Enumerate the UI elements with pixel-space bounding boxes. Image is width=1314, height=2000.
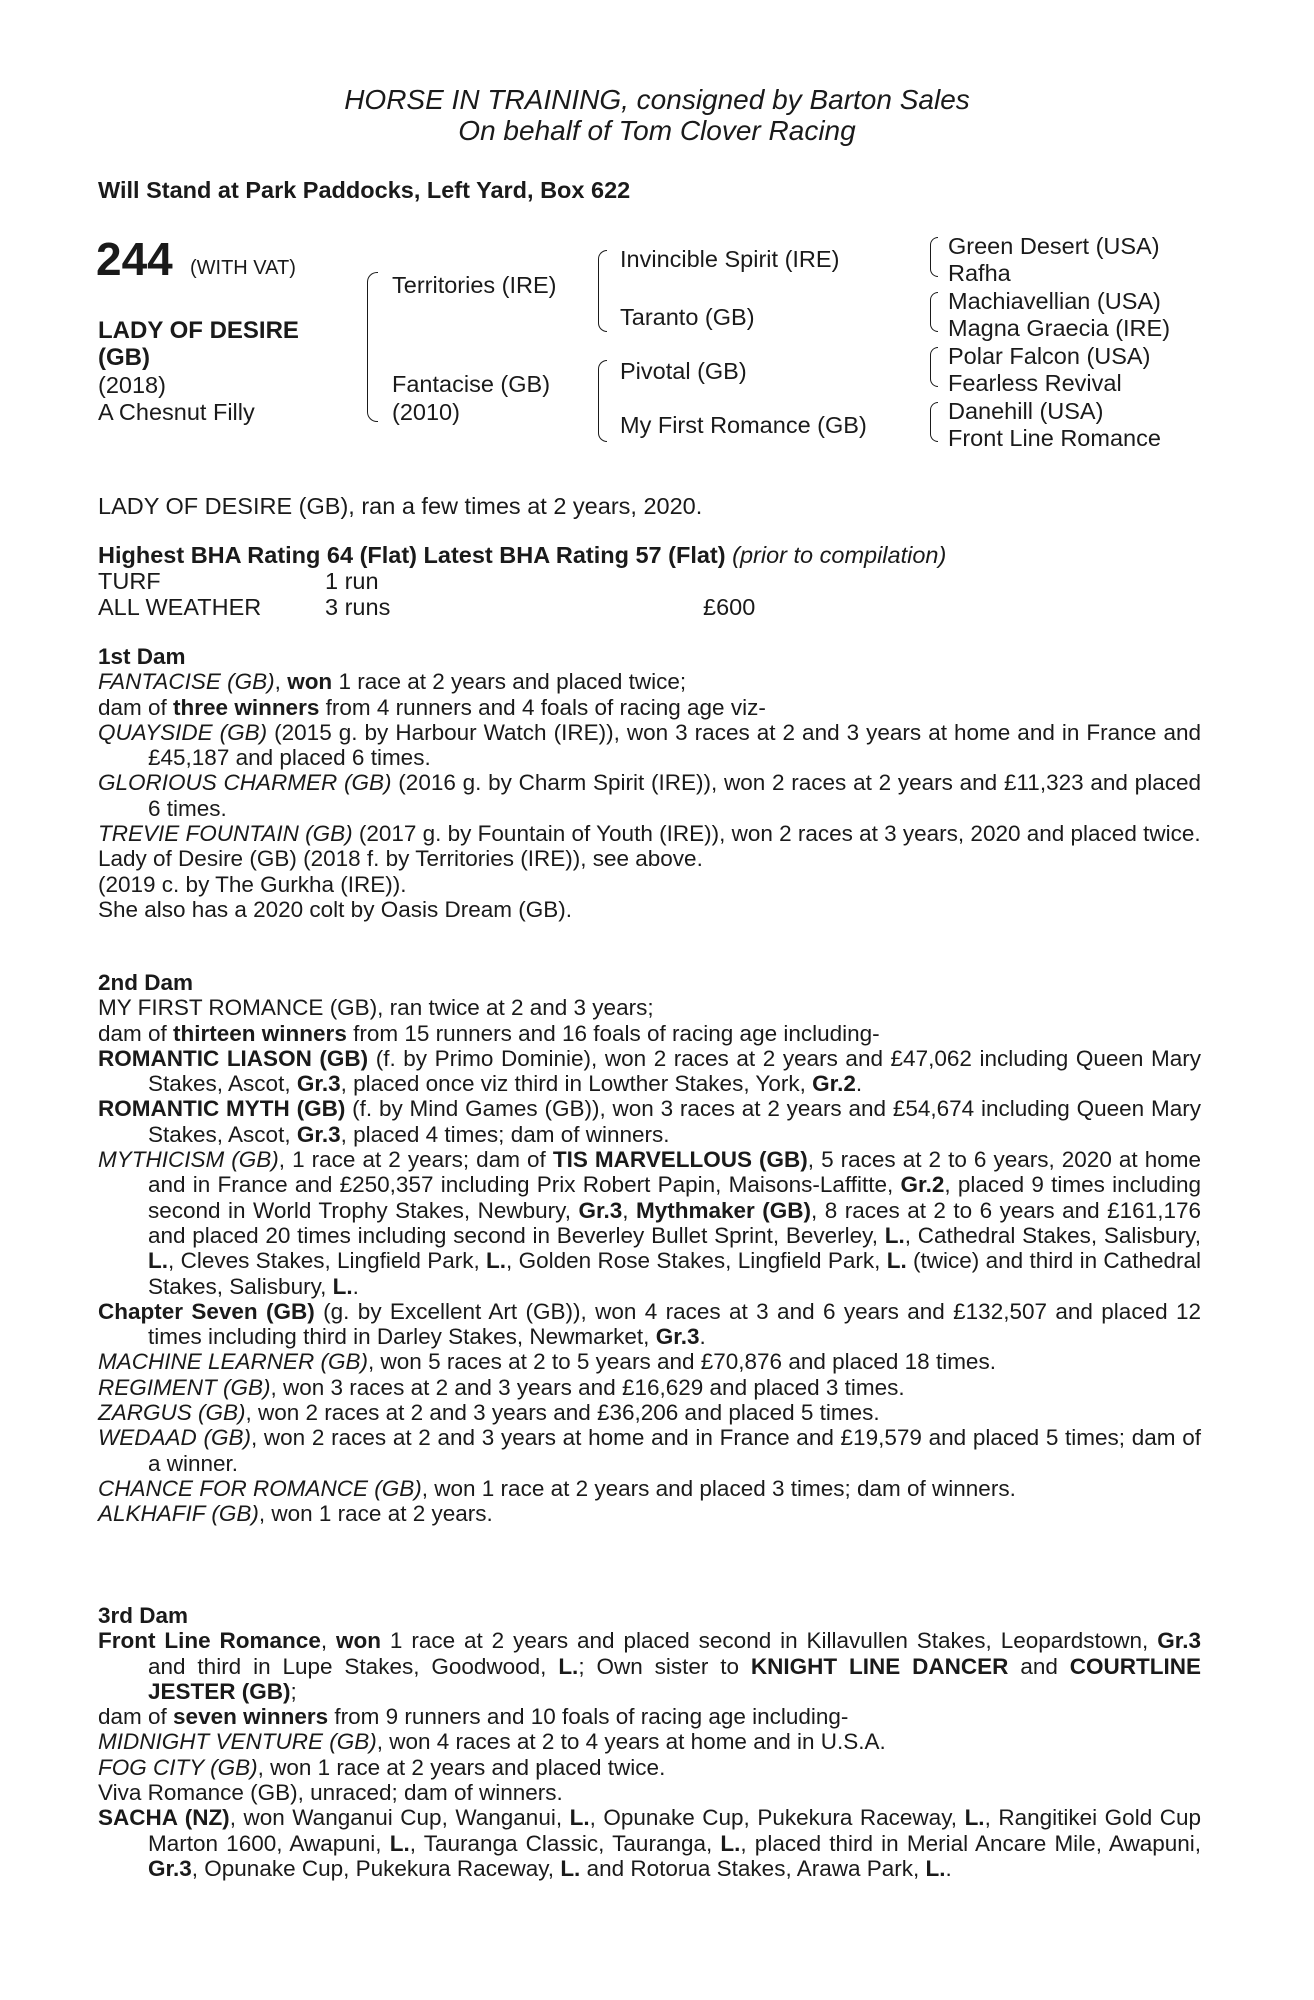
pedigree-ggd-2: Magna Graecia (IRE): [948, 315, 1171, 341]
won-label: won: [287, 669, 333, 695]
produce-entry: [98, 1476, 1201, 1501]
pedigree-brace-sire: [598, 250, 607, 332]
produce-record: , won 1 race at 2 years.: [258, 1501, 493, 1527]
produce-entry: (2019 c. by The Gurkha (IRE)).: [98, 871, 407, 897]
text: (twice) and third in Cathedral Stakes, Salisbury,: [148, 1248, 1201, 1299]
text: dam of: [98, 1020, 174, 1046]
turf-runs: 1 run: [325, 568, 379, 594]
all-weather-runs: 3 runs: [325, 594, 391, 620]
produce-name: WEDAAD (GB): [98, 1425, 251, 1451]
produce-entry: Viva Romance (GB), unraced; dam of winners.: [98, 1780, 563, 1806]
text: .: [945, 1855, 952, 1881]
first-dam-section: [98, 644, 1201, 922]
produce-name: REGIMENT (GB): [98, 1374, 271, 1400]
first-dam-produce-summary: [98, 695, 1201, 720]
listed: L.: [486, 1248, 507, 1274]
text: , 5 races at 2 to 6 years, 2020 at home and in France and £250,357 including Prix Robert Papin, Maisons-Laffitte,: [148, 1147, 1201, 1198]
text: .: [855, 1071, 863, 1097]
text: , 1 race at 2 years; dam of: [278, 1147, 553, 1173]
grade: Gr.3: [1157, 1628, 1201, 1654]
text: , Tauranga Classic, Tauranga,: [409, 1830, 721, 1856]
text: ; Own sister to: [578, 1653, 751, 1679]
produce-name: Chapter Seven (GB): [98, 1298, 315, 1324]
pedigree-ggd-3: Fearless Revival: [948, 370, 1122, 396]
text: and third in Lupe Stakes, Goodwood,: [148, 1653, 559, 1679]
listed: L.: [148, 1248, 168, 1274]
bha-ratings: [98, 542, 946, 569]
produce-entry: [98, 1046, 1201, 1097]
produce-entry: [98, 1096, 1201, 1147]
race-summary: LADY OF DESIRE (GB), ran a few times at 2 years, 2020.: [98, 493, 703, 519]
pedigree-dam: Fantacise (GB): [392, 371, 551, 397]
produce-name: MIDNIGHT VENTURE (GB): [98, 1729, 377, 1755]
text: , placed third in Merial Ancare Mile, Awapuni,: [740, 1830, 1202, 1856]
text: , placed 4 times; dam of winners.: [340, 1121, 670, 1147]
produce-entry: [98, 1299, 1201, 1350]
text: , Rangitikei Gold Cup Marton 1600, Awapuni,: [148, 1805, 1202, 1856]
bha-ratings-note: (prior to compilation): [732, 542, 947, 568]
listed: L.: [569, 1805, 590, 1831]
grade: Gr.3: [578, 1197, 623, 1223]
produce-entry: [98, 1425, 1201, 1476]
produce-entry: [98, 720, 1201, 771]
pedigree-brace-gen1: [367, 272, 378, 422]
produce-name: ROMANTIC MYTH (GB): [98, 1096, 346, 1122]
horse-name: Mythmaker (GB): [635, 1197, 811, 1223]
listed: L.: [560, 1855, 581, 1881]
text: , Cathedral Stakes, Salisbury,: [904, 1222, 1201, 1248]
produce-entry: [98, 1400, 1201, 1425]
produce-record: , won 4 races at 2 to 4 years at home and in U.S.A.: [376, 1729, 886, 1755]
text: .: [352, 1273, 359, 1299]
text: , 8 races at 2 to 6 years and £161,176 and placed 20 times including second in Beverley Bullet Sprint, Beverley,: [148, 1197, 1201, 1248]
first-dam-heading: 1st Dam: [98, 644, 186, 669]
pedigree-ggd-1: Rafha: [948, 260, 1011, 286]
pedigree-dam-dam: My First Romance (GB): [620, 412, 867, 438]
bha-ratings-values: Highest BHA Rating 64 (Flat) Latest BHA Rating 57 (Flat): [98, 542, 726, 568]
produce-name: MACHINE LEARNER (GB): [98, 1349, 369, 1375]
lot-year: (2018): [98, 372, 166, 398]
vat-note: (WITH VAT): [190, 257, 296, 279]
grade: Gr.3: [148, 1855, 192, 1881]
pedigree-brace-dam: [598, 360, 607, 442]
produce-record: (2016 g. by Charm Spirit (IRE)), won 2 races at 2 years and £11,323 and placed 6 times.: [148, 770, 1201, 821]
produce-entry: [98, 1501, 1201, 1526]
produce-name: QUAYSIDE (GB): [98, 719, 268, 745]
second-dam-produce-summary: [98, 1021, 1201, 1046]
text: dam of: [98, 1704, 174, 1730]
third-dam-line: [98, 1628, 1201, 1704]
horse-name: KNIGHT LINE DANCER: [750, 1653, 1009, 1679]
pedigree-sire-sire: Invincible Spirit (IRE): [620, 246, 840, 272]
horse-name: COURTLINE JESTER (GB): [148, 1653, 1202, 1704]
produce-entry: [98, 1805, 1201, 1881]
produce-name: TREVIE FOUNTAIN (GB): [98, 821, 353, 847]
pedigree-brace-g2: [930, 292, 938, 332]
grade: Gr.3: [296, 1121, 341, 1147]
listed: L.: [925, 1855, 946, 1881]
pedigree-sire: Territories (IRE): [392, 272, 557, 298]
produce-note: She also has a 2020 colt by Oasis Dream (GB).: [98, 896, 572, 922]
text: ,: [274, 669, 288, 695]
text: dam of: [98, 694, 174, 720]
text: from 9 runners and 10 foals of racing age including-: [328, 1704, 849, 1730]
third-dam-heading: 3rd Dam: [98, 1603, 189, 1628]
grade: Gr.3: [655, 1324, 700, 1350]
text: from 4 runners and 4 foals of racing age viz-: [319, 694, 766, 720]
all-weather-earnings: £600: [703, 594, 756, 620]
lot-name: LADY OF DESIRE: [98, 317, 299, 344]
produce-entry: [98, 1375, 1201, 1400]
won-label: won: [336, 1628, 381, 1654]
grade: Gr.2: [900, 1172, 945, 1198]
pedigree-dam-sire: Pivotal (GB): [620, 358, 747, 384]
produce-entry: [98, 821, 1201, 846]
first-dam-line: [98, 669, 1201, 694]
listed: L.: [964, 1805, 985, 1831]
lot-number: 244: [96, 233, 173, 285]
produce-name: ALKHAFIF (GB): [98, 1501, 259, 1527]
produce-name: CHANCE FOR ROMANCE (GB): [98, 1475, 422, 1501]
pedigree-ggs-4: Danehill (USA): [948, 398, 1104, 424]
text: (g. by Excellent Art (GB)), won 4 races at 3 and 6 years and £132,507 and placed 12 times including third in Darley Stakes, Newmarket,: [148, 1298, 1201, 1350]
listed: L.: [720, 1830, 741, 1856]
produce-name: SACHA (NZ): [98, 1805, 230, 1831]
produce-record: , won 1 race at 2 years and placed twice.: [257, 1754, 666, 1780]
listed: L.: [558, 1653, 579, 1679]
second-dam-line: MY FIRST ROMANCE (GB), ran twice at 2 and 3 years;: [98, 995, 654, 1021]
produce-record: , won 5 races at 2 to 5 years and £70,876 and placed 18 times.: [368, 1349, 996, 1375]
pedigree-sire-dam: Taranto (GB): [620, 304, 755, 330]
pedigree-brace-g1: [930, 237, 938, 277]
text: , won Wanganui Cup, Wanganui,: [229, 1805, 570, 1831]
listed: L.: [332, 1273, 353, 1299]
produce-record: , won 3 races at 2 and 3 years and £16,629 and placed 3 times.: [270, 1374, 905, 1400]
produce-entry: Lady of Desire (GB) (2018 f. by Territories (IRE)), see above.: [98, 846, 703, 872]
catalogue-heading-behalf: On behalf of Tom Clover Racing: [458, 115, 856, 146]
text: , Golden Rose Stakes, Lingfield Park,: [506, 1248, 887, 1274]
text: ,: [320, 1628, 336, 1654]
text: 1 race at 2 years and placed second in Killavullen Stakes, Leopardstown,: [381, 1628, 1158, 1654]
all-weather-label: ALL WEATHER: [98, 594, 262, 620]
third-dam-section: [98, 1603, 1201, 1881]
produce-entry: [98, 1729, 1201, 1754]
pedigree-brace-g3: [930, 347, 938, 387]
stand-location: Will Stand at Park Paddocks, Left Yard, Box 622: [98, 177, 631, 203]
pedigree-ggs-3: Polar Falcon (USA): [948, 343, 1151, 369]
lot-description: A Chesnut Filly: [98, 399, 255, 425]
produce-record: (2017 g. by Fountain of Youth (IRE)), won 2 races at 3 years, 2020 and placed twice.: [352, 821, 1201, 847]
text: , placed 9 times including second in World Trophy Stakes, Newbury,: [148, 1172, 1201, 1223]
lot-name-country: (GB): [98, 344, 150, 371]
catalogue-heading-consignor: HORSE IN TRAINING, consigned by Barton Sales: [344, 84, 970, 115]
text: , placed once viz third in Lowther Stakes, York,: [340, 1071, 813, 1097]
produce-entry: [98, 1147, 1201, 1299]
produce-name: ZARGUS (GB): [98, 1400, 246, 1426]
pedigree-brace-g4: [930, 402, 938, 442]
text: from 15 runners and 16 foals of racing age including-: [346, 1020, 880, 1046]
pedigree-ggd-4: Front Line Romance: [948, 425, 1161, 451]
listed: L.: [886, 1248, 907, 1274]
winners-count: three winners: [173, 694, 320, 720]
text: , Opunake Cup, Pukekura Raceway,: [191, 1855, 561, 1881]
winners-count: seven winners: [173, 1704, 329, 1730]
text: and: [1008, 1653, 1070, 1679]
produce-entry: [98, 770, 1201, 821]
produce-record: , won 2 races at 2 and 3 years and £36,206 and placed 5 times.: [245, 1400, 880, 1426]
text: (f. by Mind Games (GB)), won 3 races at 2 years and £54,674 including Queen Mary Stakes, Ascot,: [148, 1096, 1201, 1147]
pedigree-ggs-1: Green Desert (USA): [948, 233, 1160, 259]
produce-entry: [98, 1349, 1201, 1374]
text: .: [699, 1324, 706, 1350]
listed: L.: [389, 1830, 410, 1856]
second-dam-heading: 2nd Dam: [98, 970, 194, 995]
text: (f. by Primo Dominie), won 2 races at 2 years and £47,062 including Queen Mary Stakes, Ascot,: [148, 1045, 1201, 1097]
listed: L.: [884, 1222, 905, 1248]
produce-record: (2015 g. by Harbour Watch (IRE)), won 3 races at 2 and 3 years at home and in France and £45,187 and placed 6 times.: [148, 719, 1201, 771]
turf-label: TURF: [98, 568, 161, 594]
produce-record: , won 1 race at 2 years and placed 3 times; dam of winners.: [421, 1475, 1016, 1501]
grade: Gr.2: [812, 1071, 856, 1097]
pedigree-dam-year: (2010): [392, 399, 460, 425]
text: ;: [290, 1678, 297, 1704]
winners-count: thirteen winners: [173, 1020, 347, 1046]
produce-entry: [98, 1755, 1201, 1780]
produce-name: GLORIOUS CHARMER (GB): [98, 770, 392, 796]
text: , Cleves Stakes, Lingfield Park,: [168, 1248, 487, 1274]
second-dam-section: [98, 970, 1201, 1527]
pedigree-ggs-2: Machiavellian (USA): [948, 288, 1161, 314]
grade: Gr.3: [296, 1071, 341, 1097]
text: and Rotorua Stakes, Arawa Park,: [580, 1855, 926, 1881]
produce-name: MYTHICISM (GB): [98, 1147, 279, 1173]
produce-name: ROMANTIC LIASON (GB): [98, 1045, 369, 1071]
horse-name: TIS MARVELLOUS (GB): [552, 1147, 808, 1173]
first-dam-name: FANTACISE (GB): [98, 669, 275, 695]
third-dam-name: Front Line Romance: [98, 1628, 321, 1654]
text: , Opunake Cup, Pukekura Raceway,: [589, 1805, 965, 1831]
third-dam-produce-summary: [98, 1704, 1201, 1729]
text: 1 race at 2 years and placed twice;: [332, 669, 687, 695]
produce-record: , won 2 races at 2 and 3 years at home and in France and £19,579 and placed 5 times; dam of a winner.: [148, 1425, 1201, 1476]
produce-name: FOG CITY (GB): [98, 1754, 258, 1780]
text: ,: [622, 1197, 636, 1223]
